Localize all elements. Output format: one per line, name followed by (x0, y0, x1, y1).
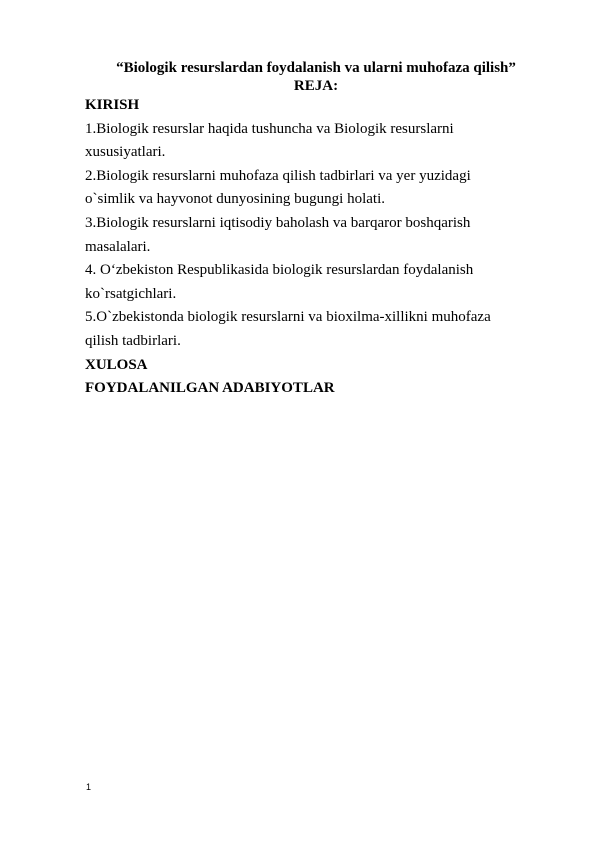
toc-item-5-line-2: qilish tadbirlari. (85, 332, 181, 349)
toc-item-3-line-2: masalalari. (85, 238, 151, 255)
toc-item-2-line-1: 2.Biologik resurslarni muhofaza qilish tadbirlari va yer yuzidagi (85, 167, 471, 184)
toc-item-3-line-1: 3.Biologik resurslarni iqtisodiy baholash va barqaror boshqarish (85, 214, 471, 231)
toc-references: FOYDALANILGAN ADABIYOTLAR (85, 380, 335, 397)
toc-item-2-line-2: o`simlik va hayvonot dunyosining bugungi holati. (85, 191, 385, 208)
toc-conclusion: XULOSA (85, 356, 148, 373)
toc-item-4-line-2: ko`rsatgichlari. (85, 285, 177, 302)
toc-item-1-line-1: 1.Biologik resurslar haqida tushuncha va Biologik resurslarni (85, 120, 454, 137)
plan-heading: REJA: (293, 78, 339, 94)
document-title: “Biologik resurslardan foydalanish va ularni muhofaza qilish” (116, 60, 516, 76)
table-of-contents (85, 94, 545, 401)
toc-item-1-line-2: xususiyatlari. (85, 144, 166, 161)
toc-intro: KIRISH (85, 97, 140, 113)
page-number: 1 (86, 782, 92, 792)
toc-item-4-line-1: 4. O‘zbekiston Respublikasida biologik resurslardan foydalanish (85, 262, 474, 279)
toc-item-5-line-1: 5.O`zbekistonda biologik resurslarni va bioxilma-xillikni muhofaza (85, 309, 491, 326)
